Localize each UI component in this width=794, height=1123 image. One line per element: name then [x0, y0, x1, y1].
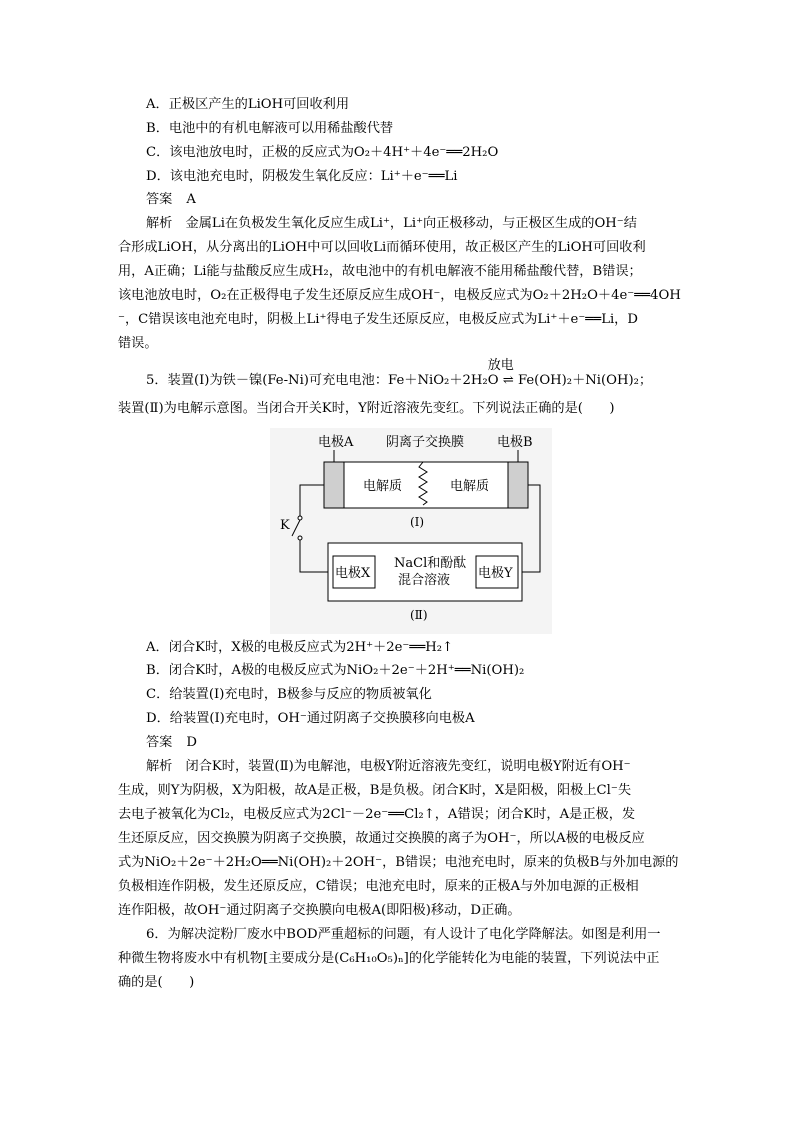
- q5-stem-line: 5．装置(Ⅰ)为铁－镍(Fe-Ni)可充电电池：Fe＋NiO₂＋2H₂O ⇌ Fe(OH)₂＋Ni(OH)₂；: [146, 373, 653, 388]
- device1-label: (Ⅰ): [410, 515, 425, 529]
- q4-analysis-line: 用，A正确；Li能与盐酸反应生成H₂，故电池中的有机电解液不能用稀盐酸代替，B错误；: [118, 264, 642, 279]
- q5-arrow-label: [146, 358, 514, 374]
- q5-analysis-line: 连作阳极，故OH⁻通过阴离子交换膜向电极A(即阳极)移动，D正确。: [118, 903, 521, 918]
- electrode-b-label: 电极B: [497, 435, 533, 450]
- q6-stem-line: 种微生物将废水中有机物[主要成分是(C₆H₁₀O₅)ₙ]的化学能转化为电能的装置，下列说法中正: [118, 951, 660, 966]
- switch-contact-bottom: [298, 536, 302, 540]
- q5-analysis-line: 式为NiO₂＋2e⁻＋2H₂O══Ni(OH)₂＋2OH⁻，B错误；电池充电时，原来的负极B与外加电源的: [118, 855, 679, 870]
- q4-analysis-line: 错误。: [118, 336, 158, 351]
- electrode-b-plate: [508, 462, 528, 508]
- electrode-a-label: 电极A: [318, 435, 354, 450]
- solution-label-line2: 混合溶液: [398, 573, 451, 588]
- q5-option-a: A．闭合K时，X极的电极反应式为2H⁺＋2e⁻══H₂↑: [146, 640, 454, 655]
- q5-analysis-line: 生还原反应，因交换膜为阴离子交换膜，故通过交换膜的离子为OH⁻，所以A极的电极反应: [118, 831, 645, 846]
- q4-answer: [146, 192, 196, 208]
- q4-option-a: A．正极区产生的LiOH可回收利用: [146, 97, 350, 112]
- q4-analysis-line: 该电池放电时，O₂在正极得电子发生还原反应生成OH⁻，电极反应式为O₂＋2H₂O＋4e⁻══4OH: [118, 288, 681, 303]
- q5-analysis-line: 解析 闭合K时，装置(Ⅱ)为电解池，电极Y附近溶液先变红，说明电极Y附近有OH⁻: [146, 759, 631, 774]
- membrane-label: 阴离子交换膜: [386, 435, 465, 450]
- q4-analysis-line: ⁻，C错误该电池充电时，阴极上Li⁺得电子发生还原反应，电极反应式为Li⁺＋e⁻══Li，D: [118, 312, 638, 327]
- q6-stem-line: 6．为解决淀粉厂废水中BOD严重超标的问题，有人设计了电化学降解法。如图是利用一: [146, 927, 661, 942]
- electrolyte-left-label: 电解质: [363, 479, 403, 494]
- electrochem-figure: [270, 428, 552, 634]
- q5-stem-line: 装置(Ⅱ)为电解示意图。当闭合开关K时，Y附近溶液先变红。下列说法正确的是( ): [118, 401, 615, 416]
- q5-analysis-line: 生成，则Y为阴极，X为阳极，故A是正极，B是负极。闭合K时，X是阳极，阳极上Cl⁻失: [118, 783, 632, 798]
- answer-value: D: [186, 735, 197, 750]
- switch-contact-top: [298, 516, 302, 520]
- q5-option-b: B．闭合K时，A极的电极反应式为NiO₂＋2e⁻＋2H⁺══Ni(OH)₂: [146, 663, 525, 678]
- discharge-label: 放电: [487, 358, 514, 373]
- q5-option-d: D．给装置(Ⅰ)充电时，OH⁻通过阴离子交换膜移向电极A: [146, 711, 475, 726]
- q4-analysis-line: 解析 金属Li在负极发生氧化反应生成Li⁺，Li⁺向正极移动，与正极区生成的OH⁻结: [146, 216, 637, 231]
- q4-option-c: C．该电池放电时，正极的反应式为O₂＋4H⁺＋4e⁻══2H₂O: [146, 145, 499, 160]
- q6-stem-line: 确的是( ): [118, 975, 195, 990]
- q4-option-b: B．电池中的有机电解液可以用稀盐酸代替: [146, 121, 394, 136]
- q5-analysis-line: 负极相连作阴极，发生还原反应，C错误；电池充电时，原来的正极A与外加电源的正极相: [118, 879, 639, 894]
- electrode-a-plate: [324, 462, 344, 508]
- q5-option-c: C．给装置(Ⅰ)充电时，B极参与反应的物质被氧化: [146, 687, 432, 702]
- electrolyte-right-label: 电解质: [450, 479, 490, 494]
- figure-background: [270, 428, 552, 634]
- answer-value: A: [186, 192, 196, 207]
- electrode-x-label: 电极X: [335, 566, 371, 581]
- q4-analysis-line: 合形成LiOH，从分离出的LiOH中可以回收Li而循环使用，故正极区产生的LiOH可回收利: [118, 240, 646, 255]
- answer-label: 答案: [146, 735, 173, 750]
- q4-option-d: D．该电池充电时，阴极发生氧化反应：Li⁺＋e⁻══Li: [146, 169, 458, 184]
- electrode-y-label: 电极Y: [478, 566, 513, 581]
- answer-label: 答案: [146, 192, 173, 207]
- q5-answer: [146, 735, 197, 751]
- q5-analysis-line: 去电子被氧化为Cl₂，电极反应式为2Cl⁻－2e⁻══Cl₂↑，A错误；闭合K时，A是正极，发: [118, 807, 636, 822]
- switch-k-label: K: [280, 518, 290, 533]
- device2-label: (Ⅱ): [410, 608, 428, 622]
- solution-label-line1: NaCl和酚酞: [394, 556, 467, 571]
- figure-svg: [270, 428, 552, 634]
